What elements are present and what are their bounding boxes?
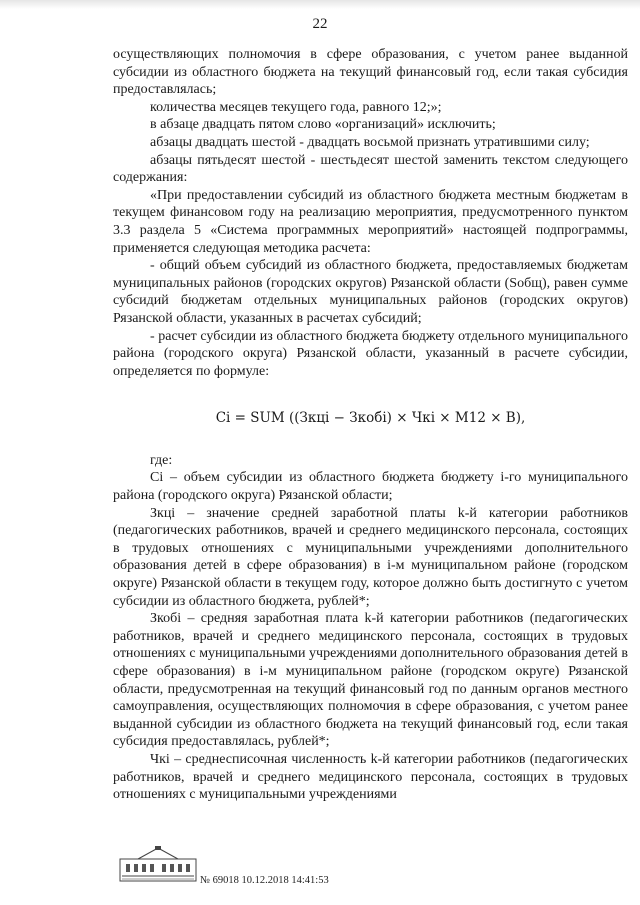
building-stamp-icon <box>118 845 198 883</box>
definition-ci: Ci – объем субсидии из областного бюджета бюджету i-го муниципального района (городского округа) Рязанской области; <box>113 470 628 504</box>
definition-zkc: Зкцi – значение средней заработной платы k-й категории работников (педагогических работников, врачей и среднего медицинского персонала, состоящих в трудовых отношениях с муниципальными учреждениями дополнительного образования детей в сфере образования) в i-м муниципальном районе (городском округе) Рязанской области в текущем году, которое должно быть достигнуто с учетом субсидии из областного бюджета, рублей*; <box>113 505 628 609</box>
formula: Ci = SUM ((Зкцi − Зкобi) × Чкi × M12 × B), <box>215 410 526 427</box>
paragraph: количества месяцев текущего года, равного 12;»; <box>150 99 442 115</box>
paragraph: - общий объем субсидий из областного бюджета, предоставляемых бюджетам муниципальных районов (городских округов) Рязанской области (Sобщ), равен сумме субсидий бюджетам отдельных муниципальных районов (городских округов) Рязанской области, указанных в расчетах субсидий; <box>113 258 628 326</box>
footer <box>118 845 438 895</box>
document-body <box>113 46 628 804</box>
paragraph: осуществляющих полномочия в сфере образования, с учетом ранее выданной субсидии из областного бюджета на текущий финансовый год, если такая субсидия предоставлялась; <box>113 47 628 98</box>
document-id: № 69018 10.12.2018 14:41:53 <box>200 875 329 886</box>
scan-top-edge <box>0 0 640 9</box>
page-number: 22 <box>312 16 328 32</box>
paragraph: «При предоставлении субсидий из областного бюджета местным бюджетам в текущем финансовом году на реализацию мероприятия, предусмотренного пунктом 3.3 раздела 5 «Система программных мероприятий» настоящей подпрограммы, применяется следующая методика расчета: <box>113 187 628 256</box>
paragraph: абзацы двадцать шестой - двадцать восьмой признать утратившими силу; <box>150 134 590 150</box>
paragraph: в абзаце двадцать пятом слово «организаций» исключить; <box>150 117 496 133</box>
definition-zkob: Зкобi – средняя заработная плата k-й категории работников (педагогических работников, врачей и среднего медицинского персонала, состоящих в трудовых отношениях с муниципальными учреждениями дополнительного образования детей в сфере образования) в i-м муниципальном районе (городском округе) Рязанской области, предусмотренная на текущий финансовый год по данным органов местного самоуправления, осуществляющих полномочия в сфере образования, с учетом ранее выданной субсидии из областного бюджета на текущий финансовый год, если такая субсидия предоставлялась, рублей*; <box>113 611 628 750</box>
definition-chk: Чкi – среднесписочная численность k-й категории работников (педагогических работников, врачей и среднего медицинского персонала, состоящих в трудовых отношениях с муниципальными учреждениями <box>113 751 628 803</box>
paragraph: - расчет субсидии из областного бюджета бюджету отдельного муниципального района (городского округа) Рязанской области, указанный в расчете субсидии, определяется по формуле: <box>113 328 628 379</box>
where-label: где: <box>150 452 173 468</box>
paragraph: абзацы пятьдесят шестой - шестьдесят шестой заменить текстом следующего содержания: <box>113 152 628 186</box>
